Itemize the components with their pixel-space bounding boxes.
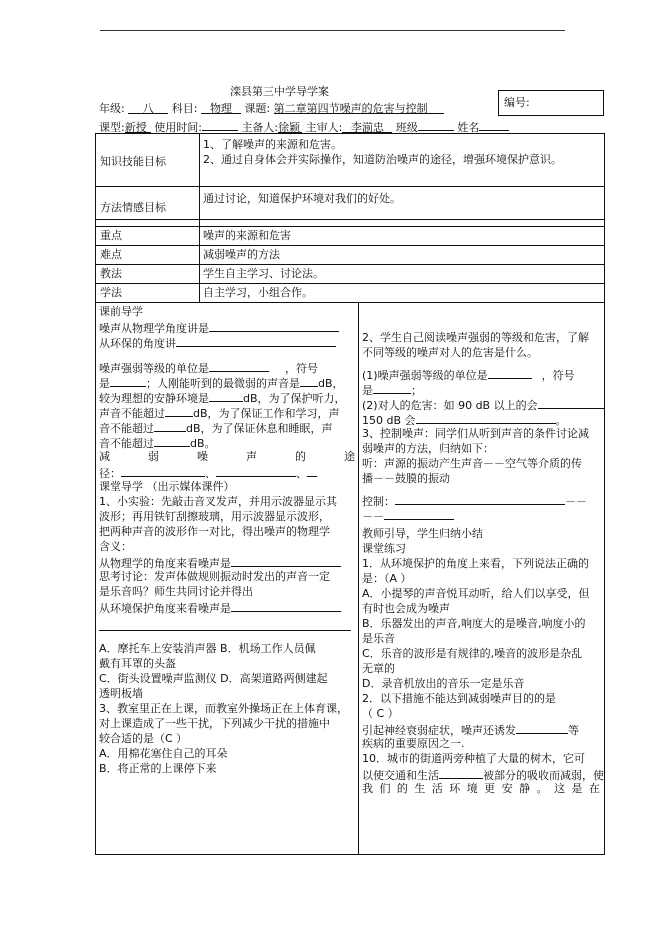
answer-blank[interactable] <box>216 464 296 477</box>
left-line: 径： 、 、 <box>99 464 355 479</box>
answer-blank[interactable] <box>165 404 193 417</box>
right-line: 引起神经衰弱症状，噪声还诱发 等 <box>362 721 600 736</box>
row-text-learning: 自主学习，小组合作。 <box>203 286 313 299</box>
left-line: 从环境保护角度来看噪声是 <box>99 599 355 614</box>
right-line: 2、学生自己阅读噪声强弱的等级和危害，了解 <box>362 331 589 344</box>
name-value[interactable] <box>479 118 509 131</box>
left-line: 音不能超过 dB，为了保证休息和睡眠，声 <box>99 419 355 434</box>
answer-blank[interactable] <box>516 721 568 734</box>
answer-blank[interactable] <box>209 359 269 372</box>
topic-label: 课题: <box>244 102 271 115</box>
left-column <box>99 304 355 776</box>
right-line: －－ <box>362 507 600 522</box>
practice-line: A．小提琴的声音悦耳动听，给人们以享受，但 <box>362 587 590 600</box>
option-line: 戴有耳罩的头盔 <box>99 657 176 670</box>
practice-line: D．录音机放出的音乐一定是乐音 <box>362 677 525 690</box>
right-line-justified: 我 们 的 生 活 环 境 更 安 静 。 这 是 在 <box>362 782 600 795</box>
answer-blank[interactable] <box>154 419 186 432</box>
left-line: 较为理想的安静环境是 dB，为了保护听力， <box>99 389 355 404</box>
right-line: 听：声源的振动产生声音－－空气等介质的传 <box>362 457 582 470</box>
option-line: B．将正常的上课停下来 <box>99 762 217 775</box>
preparer-value: 徐颖 <box>278 121 301 134</box>
row-label-learning: 学法 <box>100 286 122 299</box>
answer-blank[interactable] <box>176 334 336 347</box>
answer-blank[interactable] <box>373 381 411 394</box>
answer-blank[interactable] <box>416 411 556 424</box>
answer-blank[interactable] <box>307 464 317 477</box>
right-line: 3、控制噪声：同学们从听到声音的条件讨论减 <box>362 427 589 440</box>
pre-study-title: 课前导学 <box>99 305 143 318</box>
practice-line: B．乐器发出的声音,响度大的是噪音,响度小的 <box>362 617 586 630</box>
right-line: 10．城市的街道两旁种植了大量的树木，它可 <box>362 752 585 765</box>
left-line: 音不能超过 dB。 <box>99 434 355 449</box>
answer-blank[interactable] <box>99 618 351 631</box>
answer-blank[interactable] <box>209 389 243 402</box>
right-line: 弱噪声的方法，归纳如下： <box>362 442 494 455</box>
answer-blank[interactable] <box>231 599 341 612</box>
name-label: 姓名 <box>457 121 480 134</box>
row-label-teaching: 教法 <box>100 267 122 280</box>
left-line: 噪声强弱等级的单位是 ，符号 <box>99 359 355 374</box>
class-guide-title: 课堂导学 （出示媒体课件） <box>99 480 235 493</box>
answer-blank[interactable] <box>395 492 565 505</box>
class-value[interactable] <box>418 118 454 131</box>
answer-blank[interactable] <box>209 319 339 332</box>
answer-blank[interactable] <box>300 374 318 387</box>
right-line: (2)对人的危害：如 90 dB 以上的会 <box>362 396 600 411</box>
type-value: 新授 <box>125 120 151 133</box>
option-line: A．用棉花塞住自己的耳朵 <box>99 747 228 760</box>
left-line: 把两种声音的波形作一对比，得出噪声的物理学 <box>99 525 330 538</box>
row-label-difficulty: 难点 <box>100 248 122 261</box>
header-line-1 <box>99 101 444 116</box>
lesson-table <box>95 133 605 855</box>
grade-value: 八 <box>128 101 168 114</box>
practice-line: 是乐音 <box>362 632 395 645</box>
option-line: C．街头设置噪声监测仪 D．高架道路两侧建起 <box>99 672 328 685</box>
right-line: 播－－鼓膜的振动 <box>362 472 450 485</box>
right-line: 控制： －－ <box>362 492 600 507</box>
left-line: 1、小实验：先敲击音叉发声，并用示波器显示其 <box>99 495 337 508</box>
practice-line: 是：（A ） <box>362 572 412 585</box>
topic-value: 第二章第四节噪声的危害与控制 <box>274 101 444 114</box>
row-text-key: 噪声的来源和危害 <box>203 229 291 242</box>
left-line: 波形；再用铁钉刮擦玻璃，用示波器显示波形， <box>99 510 330 523</box>
practice-title: 课堂练习 <box>362 542 406 555</box>
row-text-knowledge-2: 2、通过自身体会并实际操作，知道防治噪声的途径，增强环境保护意识。 <box>203 153 562 166</box>
right-line: 是 ； <box>362 381 600 396</box>
row-label-method: 方法情感目标 <box>100 201 166 214</box>
left-line: 从物理学的角度来看噪声是 <box>99 554 355 569</box>
answer-blank[interactable] <box>439 766 483 779</box>
left-line: 噪声从物理学角度讲是 <box>99 319 355 334</box>
subject-label: 科目: <box>171 102 198 115</box>
right-line: 150 dB 会 。 <box>362 411 600 426</box>
grade-label: 年级: <box>99 102 125 115</box>
answer-blank[interactable] <box>154 434 190 447</box>
subject-value: 物理 <box>201 101 241 114</box>
row-text-difficulty: 减弱噪声的方法 <box>203 248 280 261</box>
practice-line: 2．以下措施不能达到减弱噪声目的的是 <box>362 692 556 705</box>
teacher-guide: 教师引导，学生归纳小结 <box>362 527 483 540</box>
answer-blank[interactable] <box>231 554 341 567</box>
class-label: 班级 <box>395 121 418 134</box>
reviewer-label: 主审人: <box>305 121 343 134</box>
practice-line: 无章的 <box>362 662 395 675</box>
preparer-label: 主备人: <box>241 121 279 134</box>
right-column <box>362 330 604 796</box>
answer-blank[interactable] <box>121 464 205 477</box>
left-line: 含义： <box>99 540 132 553</box>
top-rule <box>100 30 565 31</box>
practice-line: （ C ） <box>362 707 399 720</box>
left-line <box>99 618 355 633</box>
left-line: 是乐音吗？师生共同讨论并得出 <box>99 585 253 598</box>
question-line: 3、教室里正在上课，而教室外操场正在上体育课， <box>99 702 348 715</box>
left-line: 是 ；人刚能听到的最微弱的声音是 dB， <box>99 374 355 389</box>
row-label-key: 重点 <box>100 229 122 242</box>
time-value[interactable] <box>202 118 238 131</box>
type-label: 课型: <box>99 121 125 134</box>
left-line-justified: 减 弱 噪 声 的 途 <box>99 450 355 463</box>
right-line: 疾病的重要原因之一. <box>362 737 465 750</box>
time-label: 使用时间: <box>154 121 202 134</box>
code-label: 编号: <box>504 96 530 109</box>
right-line: 以使交通和生活 被部分的吸收而减弱，使 <box>362 766 600 781</box>
right-line: 不同等级的噪声对人的危害是什么。 <box>362 346 538 359</box>
answer-blank[interactable] <box>384 507 454 520</box>
reviewer-value: 李湔忠 <box>342 120 392 133</box>
practice-line: 1．从环境保护的角度上来看，下列说法正确的 <box>362 557 589 570</box>
left-line: 从环保的角度讲 <box>99 334 355 349</box>
answer-blank[interactable] <box>538 396 604 409</box>
row-label-knowledge: 知识技能目标 <box>100 155 166 168</box>
row-text-knowledge-1: 1、了解噪声的来源和危害。 <box>203 138 342 151</box>
row-text-teaching: 学生自主学习、讨论法。 <box>203 267 324 280</box>
school-title: 滦县第三中学导学案 <box>230 85 329 98</box>
right-line: (1)噪声强弱等级的单位是 ，符号 <box>362 366 600 381</box>
answer-blank[interactable] <box>488 366 532 379</box>
question-line: 较合适的是（C ） <box>99 732 188 745</box>
option-line: A．摩托车上安装消声器 B．机场工作人员佩 <box>99 642 316 655</box>
left-line: 思考讨论：发声体做规则振动时发出的声音一定 <box>99 570 330 583</box>
option-line: 透明板墙 <box>99 687 143 700</box>
practice-line: C．乐音的波形是有规律的,噪音的波形是杂乱 <box>362 647 583 660</box>
code-box[interactable] <box>498 90 604 116</box>
answer-blank[interactable] <box>110 374 146 387</box>
question-line: 对上课造成了一些干扰，下列减少干扰的措施中 <box>99 717 330 730</box>
row-text-method: 通过讨论，知道保护环境对我们的好处。 <box>203 192 401 205</box>
left-line: 声音不能超过 dB，为了保证工作和学习，声 <box>99 404 355 419</box>
practice-line: 有时也会成为噪声 <box>362 602 450 615</box>
